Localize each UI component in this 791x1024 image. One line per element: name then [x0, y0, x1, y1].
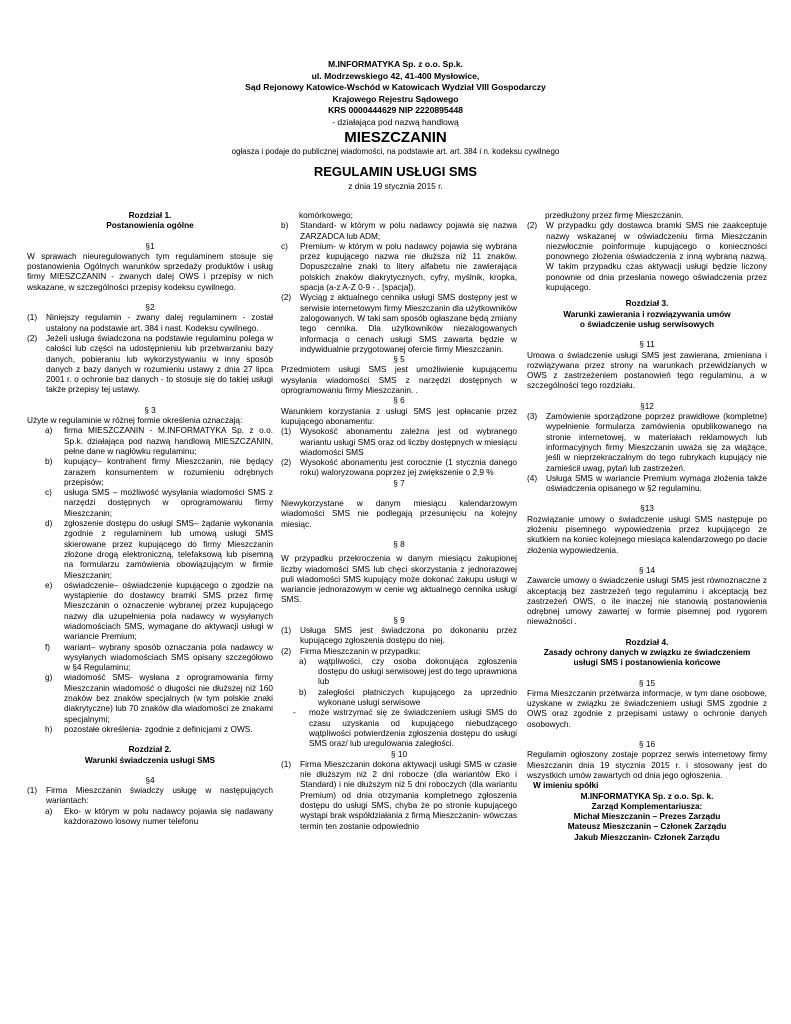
company-name: M.INFORMATYKA Sp. z o.o. Sp.k. [327, 59, 464, 69]
chapter-2-title: Rozdział 2. [128, 744, 172, 755]
trading-name-line: - działająca pod nazwą handlową [332, 116, 459, 127]
section-13-text: Rozwiązanie umowy o świadczenie usługi SMS następuje po złożeniu pisemnego wypowiedzenia przez kupującego ze skutkiem na koniec kolejnego miesiąca kalendarzowego po dacie złożenia wypowiedzenia. [527, 513, 767, 555]
chapter-1-title: Rozdział 1. [128, 210, 172, 220]
list-text: firma MIESZCZANIN - M.INFORMATYKA Sp. z o.o. Sp.k. działająca pod nazwą handlową MIESZCZANIN, pełne dane w nagłówku regulaminu; [64, 425, 273, 456]
section-2-heading: §2 [145, 302, 155, 313]
list-item [45, 724, 273, 734]
section-3-intro: Użyte w regulaminie w różnej formie określenia oznaczają: [27, 415, 243, 426]
list-item [45, 806, 273, 827]
krs-nip: KRS 0000444629 NIP 2220895448 [327, 105, 464, 115]
list-text: może wstrzymać się ze świadczeniem usługi SMS do czasu uzyskania od kupującego niebudzącego wątpliwości potwierdzenia zgłoszenia dostępu do usługi SMS oraz/ lub uregulowania zaległości. [309, 707, 517, 749]
list-text: zaległości płatniczych kupującego za uprzednio wykonane usługi serwisowe [318, 686, 517, 708]
list-item [45, 518, 273, 580]
list-marker: c) [281, 240, 288, 251]
section-12-heading: §12 [640, 400, 654, 411]
list-item [45, 672, 273, 723]
section-6-text: Warunkiem korzystania z usługi SMS jest opłacanie przez kupującego abonamentu: [281, 405, 517, 426]
list-text: Usługa SMS jest świadczona po dokonaniu przez kupującego zgłoszenia dostępu do niej. [300, 624, 517, 646]
list-item [45, 642, 273, 673]
list-item [45, 456, 273, 487]
list-marker: (2) [281, 292, 292, 303]
section-8-text: W przypadku przekroczenia w danym miesiącu zakupionej liczby wiadomości SMS lub chęci skorzystania z jednorazowej puli wiadomości SMS kupujący może dokonać zakupu usługi w wariancie jednorazowym w cenie wg aktualnego cennika usługi SMS. [281, 553, 517, 605]
list-item [281, 625, 517, 646]
section-7-heading: § 7 [393, 477, 405, 488]
list-text: Firma Mieszczanin świadczy usługę w następujących wariantach: [46, 785, 273, 806]
list-item [281, 759, 517, 831]
list-text: wariant– wybrany sposób oznaczania pola nadawcy w wysyłanych wiadomościach SMS opisany szczegółowo w §4 Regulaminu; [64, 641, 273, 673]
list-text: Firma Mieszczanin w przypadku: [300, 645, 421, 656]
list-marker: (2) [27, 332, 38, 343]
list-marker: f) [45, 641, 51, 652]
section-1-text: W sprawach nieuregulowanych tym regulaminem stosuje się postanowienia Ogólnych warunków sprzedaży produktów i usług firmy MIESZCZANIN - zwanych dalej OWS i przepisy w nich wskazane, w szczególności przepisy kodeksu cywilnego. [27, 250, 273, 292]
list-marker: (1) [27, 312, 38, 323]
list-marker: g) [45, 672, 53, 683]
list-text: Wysokość abonamentu zależna jest od wybranego wariantu usługi SMS oraz od liczby dostępnych w miesiącu wiadomości SMS [300, 426, 517, 457]
list-marker: a) [45, 805, 53, 816]
list-text: Firma Mieszczanin dokona aktywacji usługi SMS w czasie nie dłuższym niż 2 dni robocze (dla wariantów Eko i Standard) i nie dłuższym niż 5 dni roboczych (dla wariantu Premium) od dnia otrzymania kompletnego zgłoszenia dostępu do usługi SMS, chyba że po stronie kupującego wystąpi brak współdziałania z firmą Mieszczanin- wówczas termin ten zostanie odpowiednio [300, 758, 517, 831]
section-14-text: Zawarcie umowy o świadczenie usługi SMS jest równoznaczne z akceptacją bez zastrzeżeń tego regulaminu i akceptacją bez zastrzeżeń OWS, o ile inaczej nie stanowią postanowienia odrębnej umowy zawartej w formie pisemnej pod rygorem nieważności . [527, 575, 767, 627]
list-marker: b) [45, 456, 53, 467]
section-7-text: Niewykorzystane w danym miesiącu kalendarzowym wiadomości SMS nie podlegają przesunięciu na kolejny miesiąc. [281, 498, 517, 529]
list-item [281, 241, 517, 292]
list-marker: (3) [527, 411, 538, 422]
section-13-heading: §13 [640, 503, 654, 514]
list-text: Wyciąg z aktualnego cennika usługi SMS dostępny jest w serwisie internetowym firmy Mieszczanin dla użytkowników zalogowanych. W taki sam sposób ogłaszane będą zmiany tego cennika. Dla użytkowników niezalogowanych informacja o cenach usługi SMS zawarta będzie w indywidualnie przygotowanej ofercie firmy Mieszczanin. [300, 292, 517, 354]
list-text: Premium- w którym w polu nadawcy pojawia się wybrana przez kupującego nazwa nie dłuższa niż 11 znaków. Dopuszczalne znaki to litery alfabetu nie zawierająca polskich znaków diakrytycznych, cyfry, myślnik, kropka, spacja (a-z A-Z 0-9 - . [spacja]). [300, 240, 517, 293]
brand-name: MIESZCZANIN [344, 129, 447, 146]
continued-text: przedłużony przez firmę Mieszczanin. [545, 210, 684, 220]
list-marker: (1) [281, 758, 292, 769]
section-11-heading: § 11 [639, 339, 655, 350]
section-15-text: Firma Mieszczanin przetwarza informacje, w tym dane osobowe, uzyskane w związku ze świadczeniem usługi SMS zgodnie z OWS oraz zgodnie z przepisami ustawy o ochronie danych osobowych. [527, 687, 767, 729]
section-6-heading: § 6 [393, 395, 405, 406]
list-marker: h) [45, 723, 53, 734]
chapter-3-subtitle-2: o świadczenie usług serwisowych [579, 318, 715, 329]
list-text: Niniejszy regulamin - zwany dalej regulaminem - został ustalony na podstawie art. 384 i nast. Kodeksu cywilnego. [46, 312, 273, 333]
section-4-heading: §4 [145, 774, 155, 785]
signature-president: Michał Mieszczanin – Prezes Zarządu [573, 811, 721, 822]
list-text: W przypadku gdy dostawca bramki SMS nie zaakceptuje nazwy wskazanej w oświadczeniu firma Mieszczanin niezwłocznie poinformuje kupującego o konieczności ponownego złożenia oświadczenia z inną wybraną nazwą. W takim przypadku czas aktywacji usługi będzie liczony ponownie od dnia przesłania nowego oświadczenia przez kupującego. [546, 220, 767, 293]
section-11-text: Umowa o świadczenie usługi SMS jest zawierana, zmieniana i rozwiązywana przez strony na warunkach przewidzianych w OWS z zastrzeżeniem postanowień tego regulaminu, a w szczególności tego rozdziału. [527, 349, 767, 391]
signature-block [527, 780, 767, 842]
list-item [527, 220, 767, 292]
chapter-4-subtitle-2: usługi SMS i postanowienia końcowe [573, 657, 721, 668]
list-item [27, 312, 273, 333]
list-text: Standard- w którym w polu nadawcy pojawia się nazwa ZARZADCA lub ADM; [300, 220, 517, 241]
section-5-heading: § 5 [393, 354, 405, 365]
list-marker: (2) [527, 220, 538, 231]
list-item [299, 656, 517, 687]
list-marker: (1) [281, 624, 292, 635]
list-text: pozostałe określenia- zgodnie z definicjami z OWS. [64, 723, 253, 734]
announcement-line: ogłasza i podaje do publicznej wiadomości, na podstawie art. art. 384 i n. kodeksu cywilnego [231, 147, 560, 156]
list-marker: b) [299, 686, 307, 697]
section-15-heading: § 15 [638, 677, 656, 688]
section-9-heading: § 9 [393, 614, 405, 625]
signature-company: M.INFORMATYKA Sp. z o.o. Sp. k. [580, 790, 714, 801]
section-16-text: Regulamin ogłoszony zostaje poprzez serwis internetowy firmy Mieszczanin dnia 19 stycznia 2015 r. i stosowany jest do wszystkich umów zawartych od dnia jego ogłoszenia. [527, 749, 767, 780]
list-item [27, 333, 273, 395]
list-marker: c) [45, 487, 52, 498]
section-1-heading: §1 [145, 240, 155, 251]
section-14-heading: § 14 [638, 564, 656, 575]
list-marker: (2) [281, 645, 292, 656]
chapter-1-subtitle: Postanowienia ogólne [106, 220, 194, 231]
chapter-2-subtitle: Warunki świadczenia usługi SMS [84, 754, 216, 765]
list-item [299, 687, 517, 708]
list-item [281, 220, 517, 241]
list-text: usługa SMS – możliwość wysyłania wiadomości SMS z narzędzi dostępnych w oprogramowaniu firmy Mieszczanin; [64, 487, 273, 518]
chapter-4-title: Rozdział 4. [625, 636, 669, 647]
list-item [45, 425, 273, 456]
list-item [527, 411, 767, 473]
list-text: Wysokość abonamentu jest corocznie (1 stycznia danego roku) waloryzowana poprzez jej zwiększenie o 2,9 % [300, 457, 517, 478]
list-item [281, 707, 517, 748]
section-8-heading: § 8 [393, 538, 405, 549]
list-item [527, 473, 767, 494]
column-1 [27, 210, 273, 826]
list-marker: (1) [281, 426, 292, 437]
list-marker: - [293, 707, 296, 718]
list-text: oświadczenie– oświadczenie kupującego o zgodzie na wystąpienie do dostawcy bramki SMS przez firmę Mieszczanin o oznaczenie wybranej przez kupującego nazwy dla uzupełnienia pola nadawcy w wysyłanych wiadomościach SMS, wymagane do aktywacji usługi w wariancie Premium; [64, 579, 273, 642]
document-title: REGULAMIN USŁUGI SMS [313, 164, 478, 179]
section-16-heading: § 16 [638, 739, 656, 750]
list-item [45, 487, 273, 518]
signature-member-2: Jakub Mieszczanin- Członek Zarządu [574, 831, 720, 842]
list-marker: d) [45, 518, 53, 529]
company-address: ul. Modrzewskiego 42, 41-400 Mysłowice, [311, 70, 480, 81]
list-marker: (2) [281, 457, 292, 468]
signature-board: Zarząd Komplementariusza: [591, 800, 703, 811]
list-text: wątpliwości, czy osoba dokonująca zgłoszenia dostępu do usługi serwisowej jest do tego uprawniona lub [318, 655, 517, 687]
document-date: z dnia 19 stycznia 2015 r. [348, 181, 443, 191]
list-item [27, 785, 273, 806]
court-name: Sąd Rejonowy Katowice-Wschód w Katowicach Wydział VIII Gospodarczy [245, 82, 546, 92]
signature-intro: W imieniu spółki [533, 780, 599, 791]
list-text: Eko- w którym w polu nadawcy pojawia się nadawany każdorazowo losowy numer telefonu [64, 805, 273, 827]
list-marker: a) [299, 655, 307, 666]
list-marker: b) [281, 220, 289, 231]
list-text: Jeżeli usługa świadczona na podstawie regulaminu polega w całości lub części na udostępnieniu lub przetwarzaniu bazy danych, pobieraniu lub wykorzystywaniu w inny sposób danych z bazy danych w rozumieniu ustawy z dnia 27 lipca 2001 r. o ochronie baz danych - to stosuje się do takiej usługi także przepisy tej ustawy. [46, 332, 273, 395]
list-text: kupujący– kontrahent firmy Mieszczanin, nie będący zarazem konsumentem w rozumieniu odrębnych przepisów; [64, 456, 273, 487]
list-marker: (4) [527, 472, 538, 483]
continued-text: komórkowego; [299, 210, 353, 220]
list-marker: a) [45, 425, 53, 436]
list-item [281, 292, 517, 354]
chapter-4-subtitle: Zasady ochrony danych w związku ze świadczeniem [543, 646, 751, 657]
section-3-heading: § 3 [144, 404, 156, 415]
section-10-heading: § 10 [390, 748, 408, 759]
document-header [0, 59, 791, 192]
column-3 [527, 210, 767, 842]
list-item [281, 426, 517, 457]
column-2 [281, 210, 517, 831]
list-marker: e) [45, 579, 53, 590]
list-item [281, 457, 517, 478]
list-marker: (1) [27, 785, 38, 796]
list-text: zgłoszenie dostępu do usługi SMS– żądanie wykonania zgodnie z regulaminem lub umową usługi SMS skierowane przez kupującego do firmy Mieszczanin złożone drogą elektroniczną, telefaksową lub pisemną na formularzu zamówienia obowiązującym w firmie Mieszczanin; [64, 518, 273, 580]
signature-member-1: Mateusz Mieszczanin – Członek Zarządu [567, 821, 727, 832]
list-text: Usługa SMS w wariancie Premium wymaga złożenia także oświadczenia opisanego w §2 regulaminu. [546, 472, 767, 494]
list-item [281, 646, 517, 656]
section-5-text: Przedmiotem usługi SMS jest umożliwienie kupującemu wysyłania wiadomości SMS z narzędzi dostępnych w oprogramowaniu firmy Mieszczanin. . [281, 364, 517, 396]
register-name: Krajowego Rejestru Sądowego [332, 93, 459, 104]
list-text: Zamówienie sporządzone poprzez prawidłowe (kompletne) wypełnienie formularza zamówienia opublikowanego na stronie internetowej, w materiałach reklamowych lub informacyjnych firmy Mieszczanin uważa się za wiążące, jeśli w nieprzekraczalnym do tego rubrykach kupujący nie zamieścił uwag, pytań lub zastrzeżeń. [546, 411, 767, 473]
chapter-3-title: Rozdział 3. [625, 298, 669, 309]
chapter-3-subtitle: Warunki zawierania i rozwiązywania umów [563, 308, 731, 319]
list-text: wiadomość SMS- wysłana z oprogramowania firmy Mieszczanin wiadomość o długości nie dłuższej niż 160 znaków bez znaków specjalnych (w tym polskie znaki diakrytyczne) lub 70 znaków dla wiadomości ze znakami specjalnymi; [64, 672, 273, 724]
list-item [45, 580, 273, 642]
